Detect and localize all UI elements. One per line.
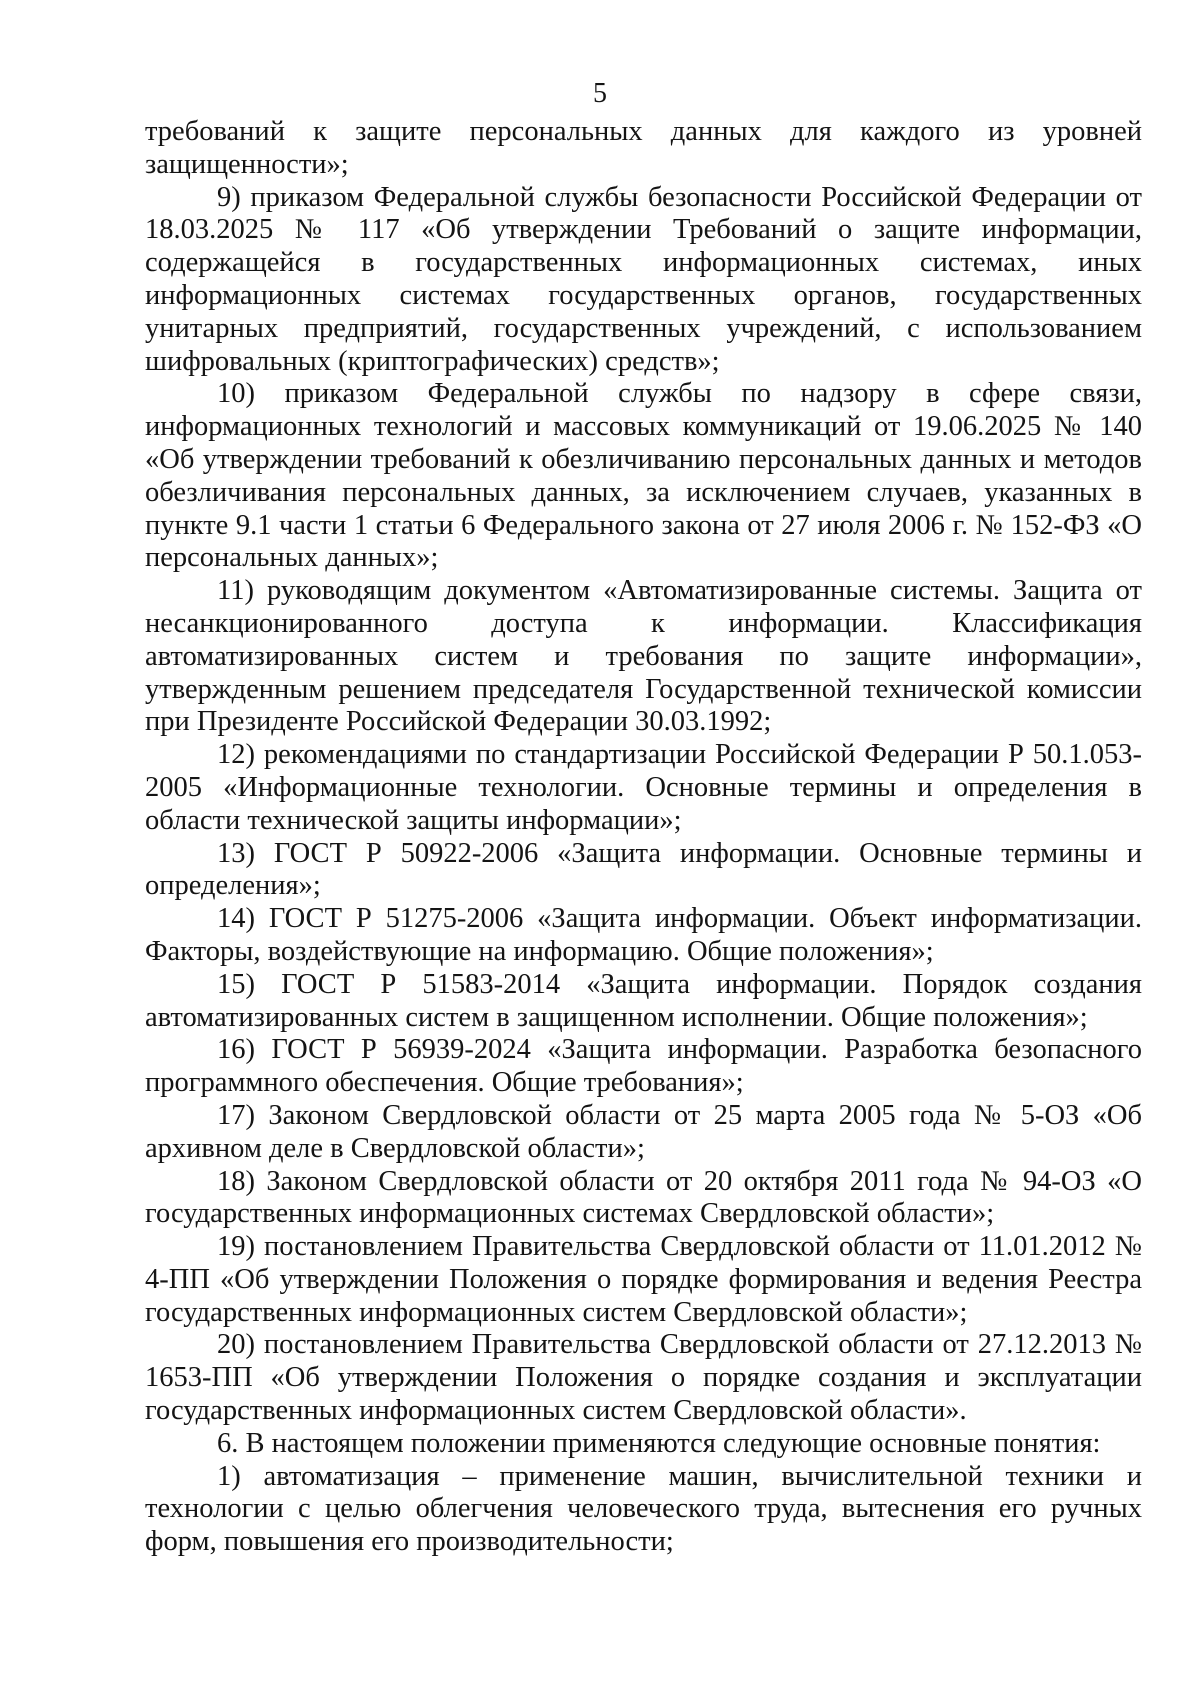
- paragraph-item-11: 11) руководящим документом «Автоматизированные системы. Защита от несанкционированного доступа к информации. Классификация автоматизированных систем и требования по защите информации», утвержденным решением председателя Государственной технической комиссии при Президенте Российской Федерации 30.03.1992;: [145, 575, 1142, 738]
- paragraph-item-13: 13) ГОСТ Р 50922-2006 «Защита информации. Основные термины и определения»;: [145, 837, 1142, 902]
- paragraph-item-16: 16) ГОСТ Р 56939-2024 «Защита информации. Разработка безопасного программного обеспечения. Общие требования»;: [145, 1034, 1142, 1099]
- page-number: 5: [593, 78, 607, 109]
- paragraph-section-6: 6. В настоящем положении применяются следующие основные понятия:: [217, 1427, 1101, 1459]
- paragraph-continuation: требований к защите персональных данных для каждого из уровней защищенности»;: [145, 116, 1142, 180]
- paragraph-item-20: 20) постановлением Правительства Свердловской области от 27.12.2013 № 1653-ПП «Об утверждении Положения о порядке создания и эксплуатации государственных информационных систем Свердловской области».: [145, 1329, 1142, 1427]
- document-body: [145, 116, 1142, 1559]
- paragraph-item-12: 12) рекомендациями по стандартизации Российской Федерации Р 50.1.053-2005 «Информационные технологии. Основные термины и определения в области технической защиты информации»;: [145, 739, 1142, 836]
- paragraph-term-1: 1) автоматизация – применение машин, вычислительной техники и технологии с целью облегчения человеческого труда, вытеснения его ручных форм, повышения его производительности;: [145, 1460, 1142, 1558]
- paragraph-item-18: 18) Законом Свердловской области от 20 октября 2011 года № 94-ОЗ «О государственных информационных системах Свердловской области»;: [145, 1165, 1142, 1230]
- paragraph-item-10: 10) приказом Федеральной службы по надзору в сфере связи, информационных технологий и массовых коммуникаций от 19.06.2025 № 140 «Об утверждении требований к обезличиванию персональных данных и методов обезличивания персональных данных, за исключением случаев, указанных в пункте 9.1 части 1 статьи 6 Федерального закона от 27 июля 2006 г. № 152-ФЗ «О персональных данных»;: [145, 378, 1142, 574]
- paragraph-item-9: 9) приказом Федеральной службы безопасности Российской Федерации от 18.03.2025 № 117 «Об утверждении Требований о защите информации, содержащейся в государственных информационных системах, иных информационных системах государственных органов, государственных унитарных предприятий, государственных учреждений, с использованием шифровальных (криптографических) средств»;: [145, 181, 1142, 377]
- paragraph-item-15: 15) ГОСТ Р 51583-2014 «Защита информации. Порядок создания автоматизированных систем в защищенном исполнении. Общие положения»;: [145, 968, 1142, 1033]
- paragraph-item-17: 17) Законом Свердловской области от 25 марта 2005 года № 5-ОЗ «Об архивном деле в Свердловской области»;: [145, 1099, 1142, 1164]
- paragraph-item-19: 19) постановлением Правительства Свердловской области от 11.01.2012 № 4-ПП «Об утверждении Положения о порядке формирования и ведения Реестра государственных информационных систем Свердловской области»;: [145, 1231, 1142, 1328]
- paragraph-item-14: 14) ГОСТ Р 51275-2006 «Защита информации. Объект информатизации. Факторы, воздействующие на информацию. Общие положения»;: [145, 903, 1142, 967]
